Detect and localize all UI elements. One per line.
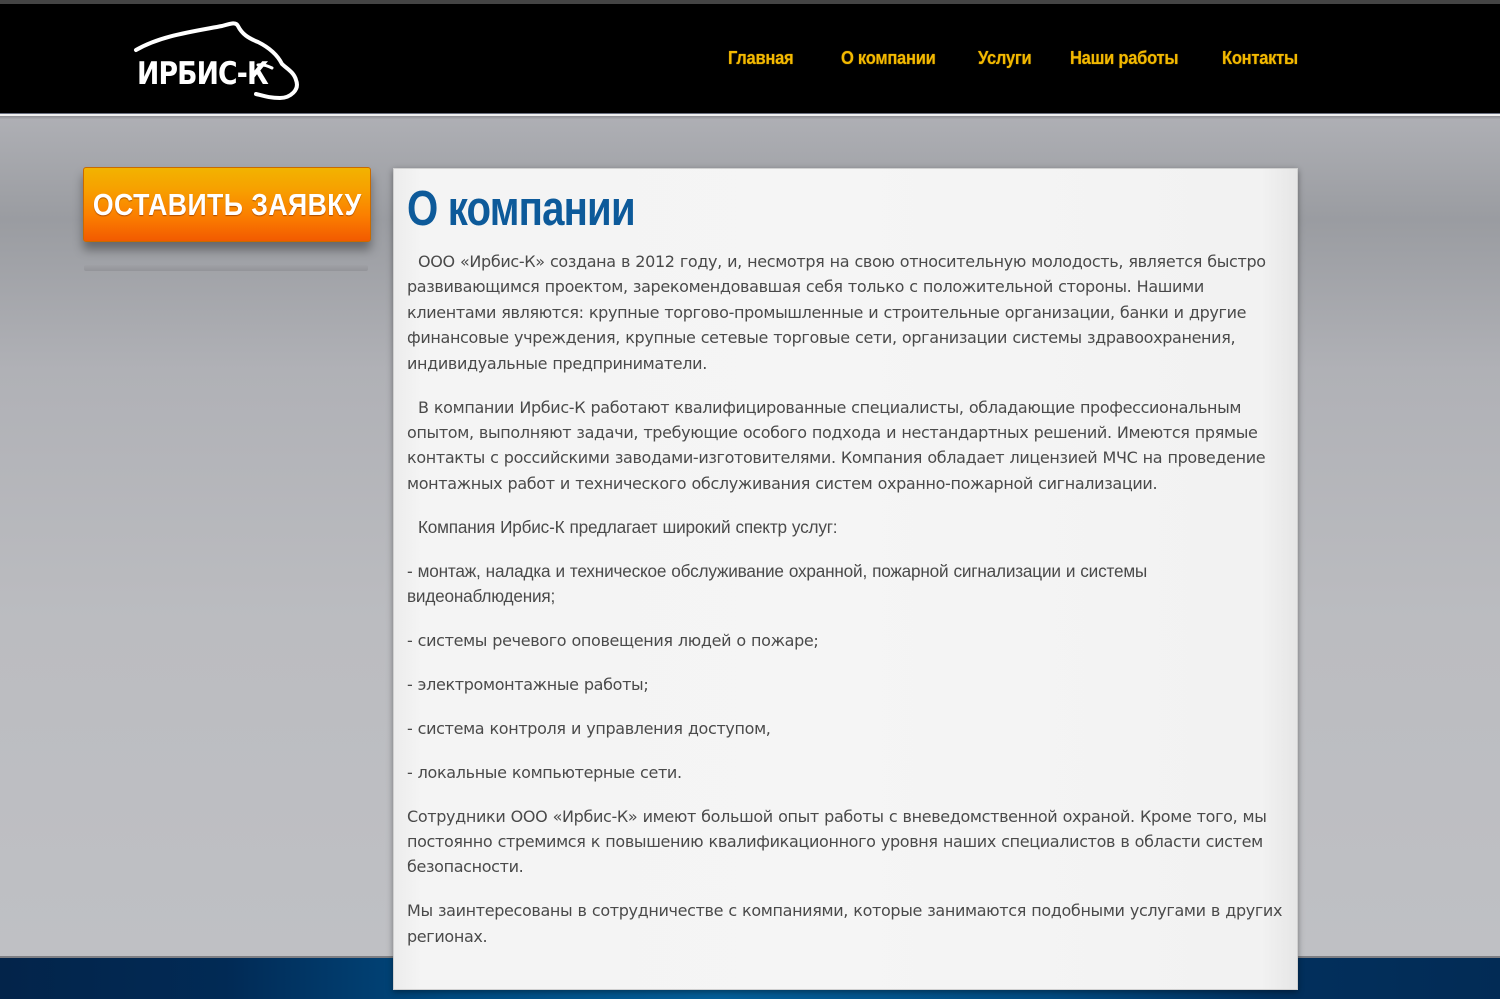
service-item: - монтаж, наладка и техническое обслуживание охранной, пожарной сигнализации и системы видеонаблюдения; [407,560,1148,606]
nav-item-works[interactable]: Наши работы [1069,48,1179,68]
service-item: - системы речевого оповещения людей о пожаре; [407,630,819,650]
paragraph-services-heading: Компания Ирбис-К предлагает широкий спектр услуг: [418,516,838,537]
nav-item-about[interactable]: О компании [841,48,936,68]
nav-item-services[interactable]: Услуги [977,48,1032,68]
service-item: - система контроля и управления доступом, [407,718,771,738]
paragraph-staff: В компании Ирбис-К работают квалифицированные специалисты, обладающие профессиональным опытом, выполняют задачи, требующие особого подхода и нестандартных решений. Имеются прямые контакты с российскими заводами-изготовителями. Компания обладает лицензией МЧС на проведение монтажных работ и технического обслуживания систем охранно-пожарной сигнализации. [407,397,1266,493]
paragraph-intro: ООО «Ирбис-К» создана в 2012 году, и, несмотря на свою относительную молодость, является быстро развивающимся проектом, зарекомендовавшая себя только с положительной стороны. Нашими клиентами являются: крупные торгово-промышленные и строительные организации, банки и другие финансовые учреждения, крупные сетевые торговые сети, организации системы здравоохранения, индивидуальные предприниматели. [407,252,1266,373]
logo-text: ИРБИС-К [137,56,268,92]
paragraph-experience: Сотрудники ООО «Ирбис-К» имеют большой опыт работы с вневедомственной охраной. Кроме того, мы постоянно стремимся к повышению квалификационного уровня наших специалистов в области систем безопасности. [407,806,1267,877]
service-item: - электромонтажные работы; [407,674,649,694]
nav-item-home[interactable]: Главная [728,48,794,68]
site-header [0,4,1500,113]
leave-request-button[interactable] [83,167,371,242]
page-title: О компании [407,182,635,236]
paragraph-cooperation: Мы заинтересованы в сотрудничестве с компаниями, которые занимаются подобными услугами в других регионах. [407,901,1283,946]
leave-request-label: ОСТАВИТЬ ЗАЯВКУ [92,186,362,222]
service-item: - локальные компьютерные сети. [407,762,682,782]
content-panel [393,168,1298,990]
nav-item-contacts[interactable]: Контакты [1221,48,1298,68]
main-nav [728,48,1304,69]
sidebar-divider [84,265,368,271]
logo[interactable] [130,18,305,108]
